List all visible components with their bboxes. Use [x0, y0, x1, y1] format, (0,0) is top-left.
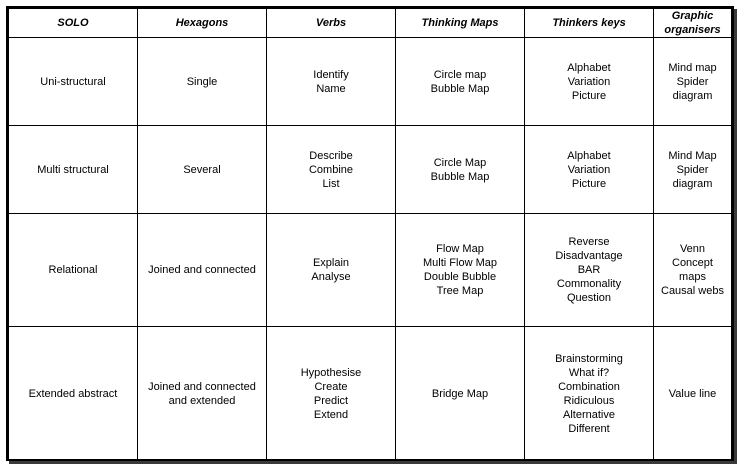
cell-line: Brainstorming: [555, 352, 623, 365]
cell-line: Several: [183, 163, 221, 176]
cell-line: Picture: [571, 177, 607, 190]
header-row: [9, 9, 732, 38]
thinkers-keys-cell: [525, 38, 654, 126]
thinking-maps-cell: [396, 327, 525, 461]
solo-table-frame: [6, 6, 734, 461]
cell-line: Tree Map: [436, 285, 484, 297]
verbs-cell: [267, 126, 396, 214]
cell-line: Identify: [313, 68, 349, 81]
table-row: [9, 38, 732, 126]
cell-line: Picture: [571, 89, 607, 102]
cell-line: Create: [314, 380, 348, 393]
cell-line: Commonality: [556, 278, 622, 290]
hexagons-cell: [138, 126, 267, 214]
cell-line: Bubble Map: [430, 170, 490, 183]
thinking-maps-cell: [396, 214, 525, 327]
cell-line: Spider diagram: [672, 75, 713, 102]
thinking-maps-cell: [396, 126, 525, 214]
cell-line: Hypothesise: [300, 366, 362, 379]
table-row: [9, 214, 732, 327]
graphic-organisers-cell: [654, 126, 732, 214]
table-row: [9, 126, 732, 214]
cell-line: List: [322, 177, 340, 190]
graphic-organisers-cell: [654, 214, 732, 327]
thinkers-keys-cell: [525, 327, 654, 461]
solo-comparison-table: [8, 8, 732, 461]
cell-line: Describe: [309, 149, 353, 162]
cell-line: Flow Map: [436, 243, 484, 255]
solo-level-cell: Multi structural: [9, 126, 138, 214]
solo-level-cell: Relational: [9, 214, 138, 327]
cell-line: Venn: [679, 243, 706, 255]
graphic-organisers-cell: [654, 327, 732, 461]
hexagons-cell: [138, 327, 267, 461]
verbs-cell: [267, 38, 396, 126]
solo-level-cell: Extended abstract: [9, 327, 138, 461]
cell-line: Different: [568, 422, 610, 435]
cell-line: Combination: [558, 380, 620, 393]
cell-line: Alternative: [563, 408, 615, 421]
cell-line: Alphabet: [567, 61, 611, 74]
thinkers-keys-cell: [525, 126, 654, 214]
hexagons-cell: [138, 214, 267, 327]
cell-line: Joined and connected: [148, 264, 256, 276]
cell-line: Bubble Map: [430, 82, 490, 95]
header-solo: SOLO: [9, 9, 138, 38]
header-verbs: Verbs: [267, 9, 396, 38]
cell-line: Causal webs: [661, 285, 724, 297]
cell-line: Circle Map: [433, 156, 487, 169]
header-thinkers-keys: Thinkers keys: [525, 9, 654, 38]
cell-line: and extended: [168, 394, 236, 407]
cell-line: Disadvantage: [555, 250, 623, 262]
graphic-organisers-cell: [654, 38, 732, 126]
cell-line: Variation: [567, 163, 611, 176]
thinking-maps-cell: [396, 38, 525, 126]
cell-line: Name: [316, 82, 346, 95]
cell-line: What if?: [568, 366, 610, 379]
cell-line: Reverse: [568, 236, 610, 248]
cell-line: Single: [186, 75, 218, 88]
cell-line: Multi Flow Map: [423, 257, 497, 269]
cell-line: Analyse: [311, 271, 351, 283]
cell-line: Circle map: [433, 68, 487, 81]
cell-line: Mind Map: [668, 149, 717, 162]
cell-line: Joined and connected: [148, 380, 256, 393]
verbs-cell: [267, 214, 396, 327]
cell-line: Spider diagram: [672, 163, 713, 190]
cell-line: Double Bubble: [423, 271, 497, 283]
cell-line: Concept maps: [672, 257, 713, 283]
cell-line: Value line: [668, 387, 717, 400]
cell-line: Alphabet: [567, 149, 611, 162]
solo-level-cell: Uni-structural: [9, 38, 138, 126]
cell-line: Extend: [313, 408, 349, 421]
cell-line: Mind map: [668, 61, 717, 74]
header-thinking-maps: Thinking Maps: [396, 9, 525, 38]
cell-line: Variation: [567, 75, 611, 88]
header-hexagons: Hexagons: [138, 9, 267, 38]
cell-line: Bridge Map: [431, 387, 489, 400]
cell-line: Combine: [308, 163, 354, 176]
verbs-cell: [267, 327, 396, 461]
table-row: [9, 327, 732, 461]
cell-line: Question: [566, 292, 612, 304]
cell-line: Explain: [312, 257, 350, 269]
header-graphic-organisers: Graphic organisers: [654, 9, 732, 38]
thinkers-keys-cell: [525, 214, 654, 327]
cell-line: Ridiculous: [563, 394, 615, 407]
hexagons-cell: [138, 38, 267, 126]
cell-line: Predict: [313, 394, 349, 407]
cell-line: BAR: [577, 264, 601, 276]
